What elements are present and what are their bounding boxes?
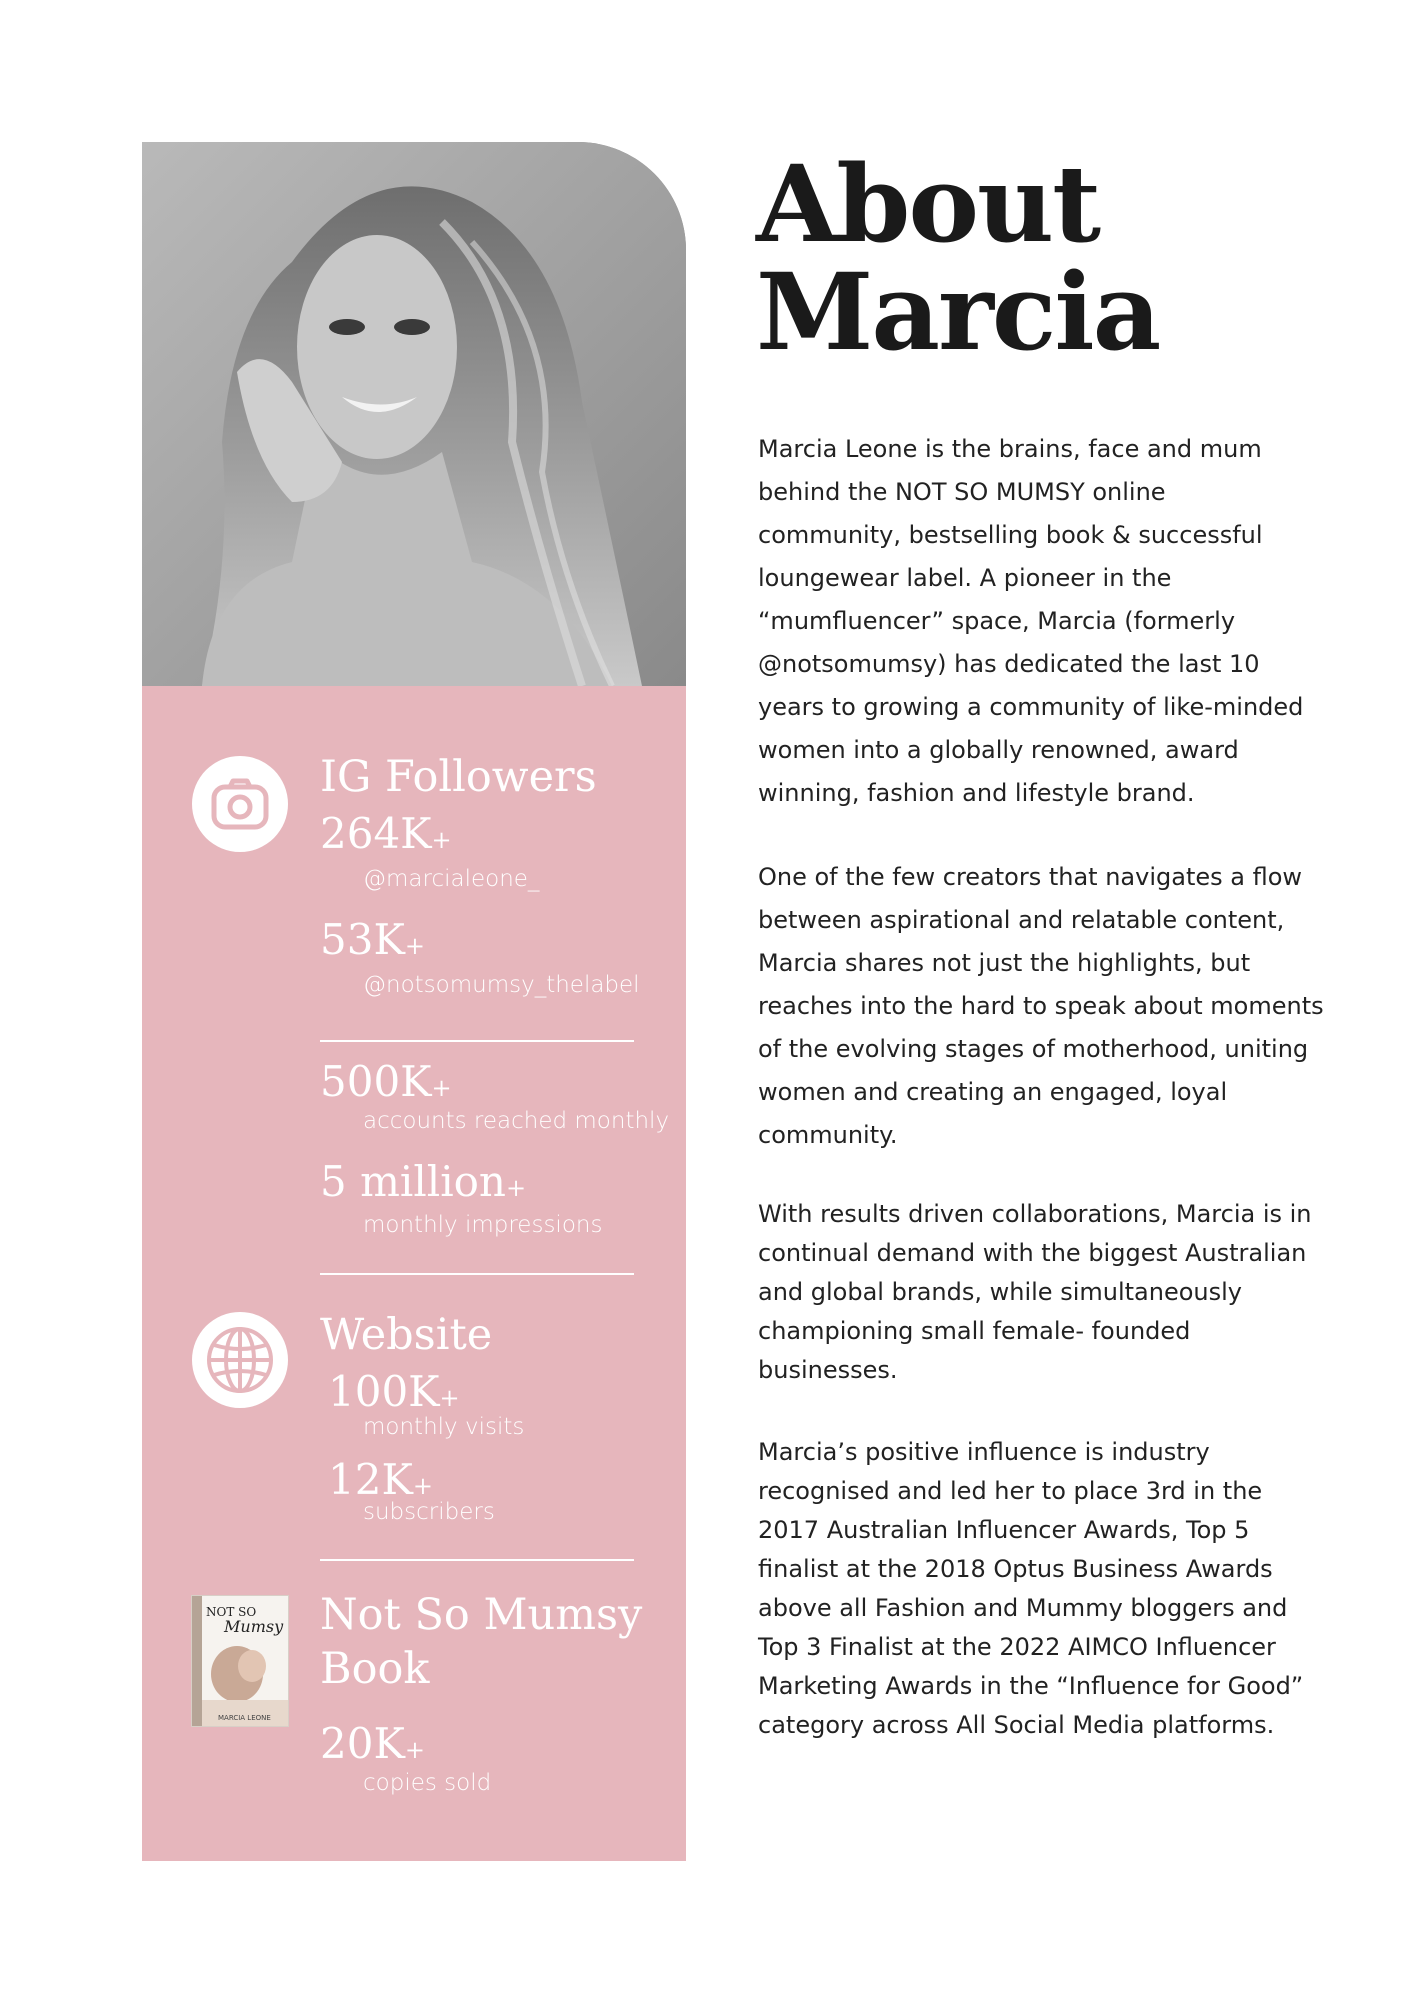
book-cover-image (191, 1595, 289, 1727)
svg-text:Mumsy: Mumsy (224, 1617, 284, 1636)
camera-icon (192, 756, 288, 852)
visits-label: monthly visits (363, 1414, 525, 1440)
svg-text:NOT SO: NOT SO (206, 1605, 257, 1619)
visits-count: 100K+ (328, 1367, 460, 1416)
ig-primary-count: 264K+ (320, 809, 452, 858)
divider (320, 1040, 634, 1042)
bio-paragraph-4: Marcia’s positive influence is industry recognised and led her to place 3rd in the 2017 Australian Influencer Awards, Top 5 finalist at the 2018 Optus Business Awards above all Fashion and Mummy bloggers and Top 3 Finalist at the 2022 AIMCO Influencer Marketing Awards in the “Influence for Good” category across All Social Media platforms. (758, 1438, 1304, 1739)
svg-text:MARCIA LEONE: MARCIA LEONE (218, 1714, 271, 1722)
reach-label: accounts reached monthly (363, 1108, 670, 1134)
impressions-label: monthly impressions (363, 1212, 603, 1238)
subscribers-count: 12K+ (328, 1455, 433, 1504)
bio-paragraph-1: Marcia Leone is the brains, face and mum behind the NOT SO MUMSY online community, bestselling book & successful loungewear label. A pioneer in the “mumfluencer” space, Marcia (formerly @notsomumsy) has dedicated the last 10 years to growing a community of like-minded women into a globally renowned, award winning, fashion and lifestyle brand. (758, 435, 1304, 807)
bio-paragraph-2: One of the few creators that navigates a flow between aspirational and relatable content, Marcia shares not just the highlights, but reaches into the hard to speak about moments of the evolving stages of motherhood, uniting women and creating an engaged, loyal community. (758, 863, 1324, 1149)
reach-count: 500K+ (320, 1057, 452, 1106)
ig-followers-heading: IG Followers (320, 752, 597, 802)
divider (320, 1273, 634, 1275)
subscribers-label: subscribers (363, 1499, 495, 1525)
divider (320, 1559, 634, 1561)
copies-count: 20K+ (320, 1719, 425, 1768)
page-title: About Marcia (756, 141, 1160, 374)
ig-secondary-handle: @notsomumsy_thelabel (363, 972, 640, 998)
copies-label: copies sold (363, 1770, 492, 1796)
book-heading-line2: Book (320, 1644, 430, 1694)
bio-paragraph-3: With results driven collaborations, Marcia is in continual demand with the biggest Australian and global brands, while simultaneously championing small female- founded businesses. (758, 1200, 1312, 1384)
ig-secondary-count: 53K+ (320, 915, 425, 964)
website-heading: Website (320, 1310, 493, 1360)
impressions-count: 5 million+ (320, 1157, 527, 1206)
book-heading-line1: Not So Mumsy (320, 1590, 643, 1640)
portrait-photo (142, 142, 686, 686)
ig-primary-handle: @marcialeone_ (363, 866, 540, 892)
globe-icon (192, 1312, 288, 1408)
